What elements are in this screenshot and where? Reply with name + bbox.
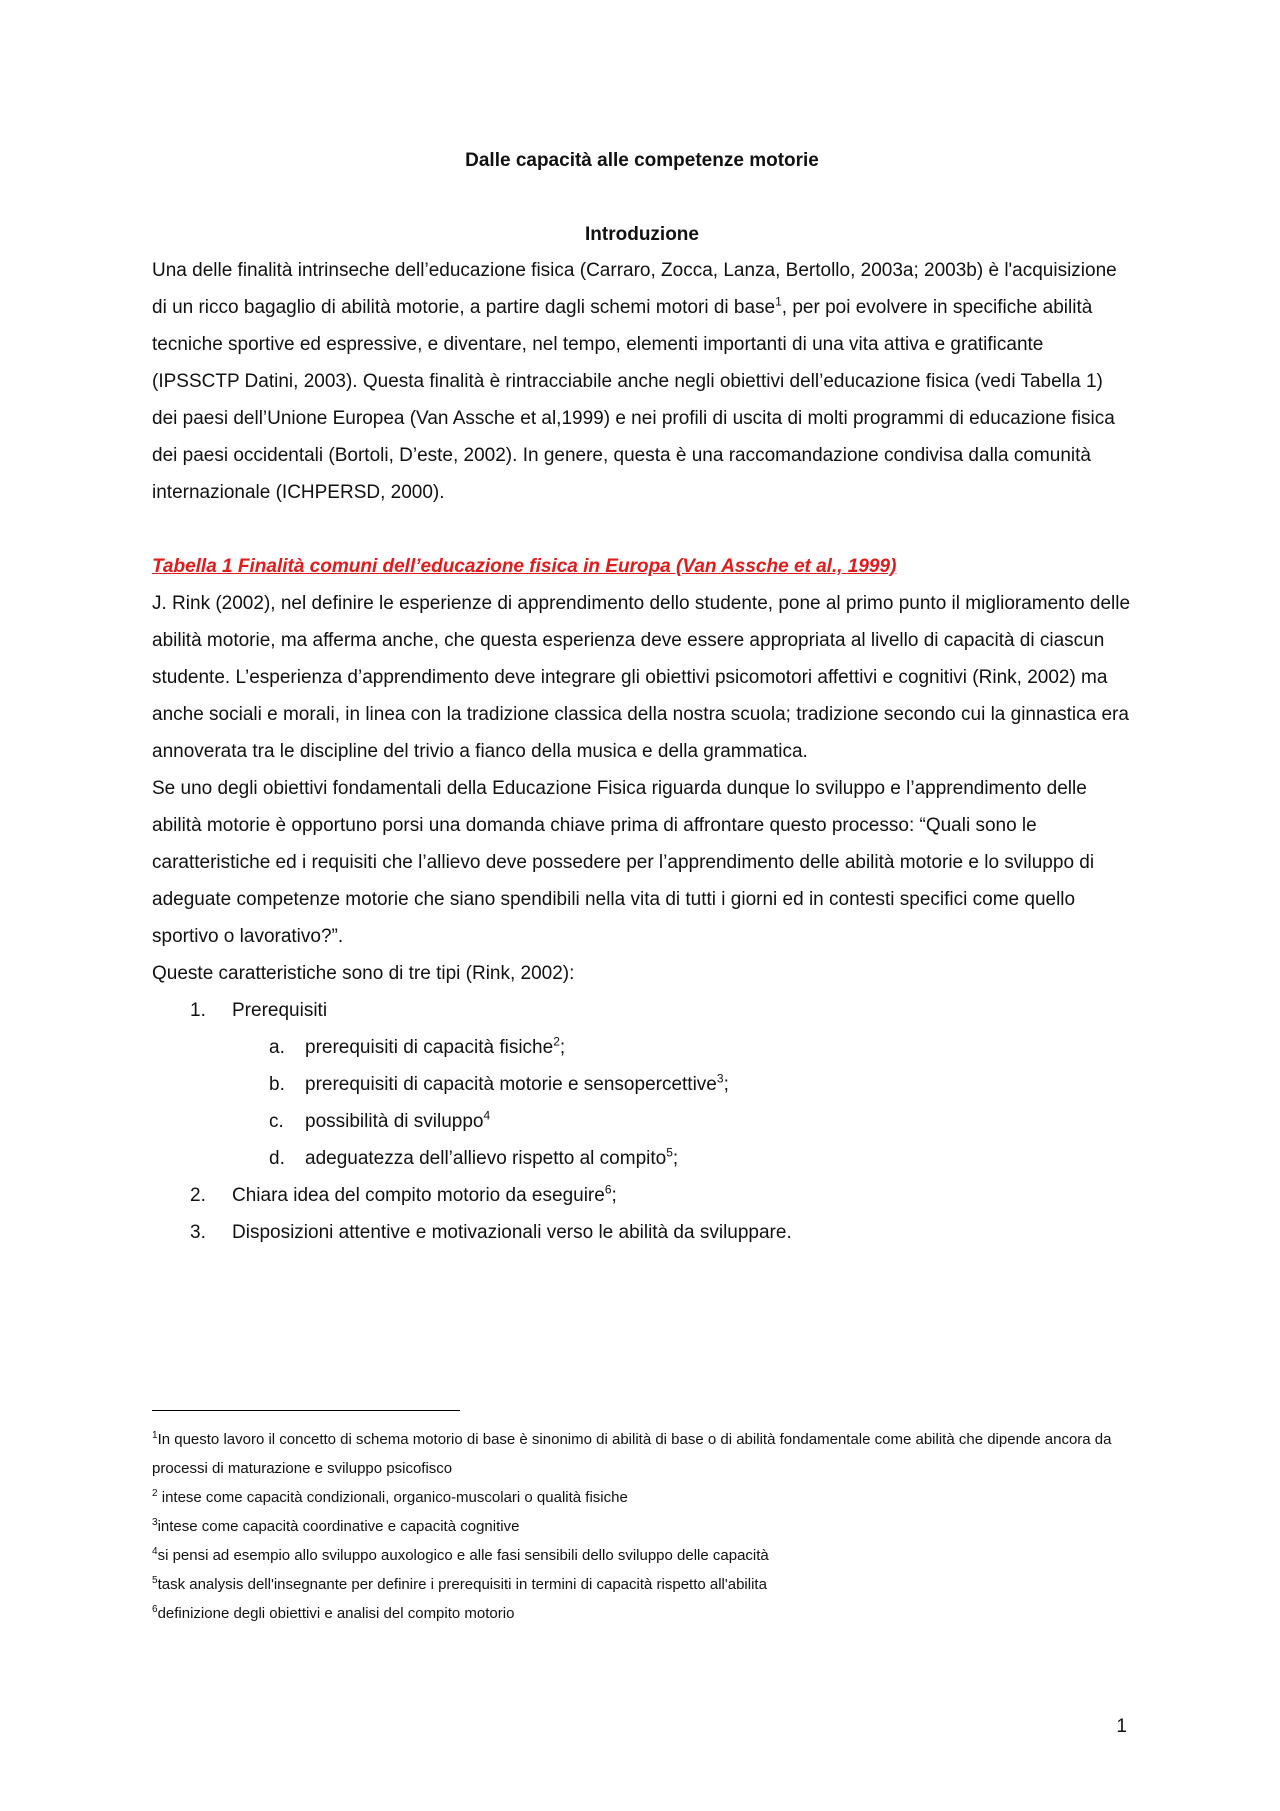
footnote-text: In questo lavoro il concetto di schema motorio di base è sinonimo di abilità di base o di abilità fondamentale come abilità che dipende ancora da processi di maturazione e sviluppo psicofisco (152, 1431, 1112, 1477)
list-number: 1. (190, 1000, 206, 1021)
paragraph-question: Se uno degli obiettivi fondamentali della Educazione Fisica riguarda dunque lo sviluppo e l’apprendimento delle abilità motorie è opportuno porsi una domanda chiave prima di affrontare questo processo: “Quali sono le caratteristiche ed i requisiti che l’allievo deve possedere per l’apprendimento delle abilità motorie e lo sviluppo di adeguate competenze motorie che siano spendibili nella vita di tutti i giorni ed in contesti specifici come quello sportivo o lavorativo?”. (152, 778, 1095, 947)
footnote-ref-2[interactable]: 2 (553, 1034, 560, 1049)
footnotes (152, 1425, 1134, 1628)
footnote-ref-1[interactable]: 1 (775, 294, 782, 309)
table-caption-link[interactable]: Tabella 1 Finalità comuni dell’educazione fisica in Europa (Van Assche et al., 1999) (152, 556, 897, 577)
paragraph-intro (152, 252, 1132, 511)
section-heading: Introduzione (585, 224, 699, 245)
sublist-item (152, 1140, 1132, 1177)
footnote (152, 1599, 1134, 1628)
list-item-text: Disposizioni attentive e motivazionali verso le abilità da sviluppare. (232, 1222, 792, 1243)
punctuation: ; (723, 1074, 729, 1095)
paragraph-intro-part1: Una delle finalità intrinseche dell’educazione fisica (Carraro, Zocca, Lanza, Bertollo, 2003a; 2003b) è l'acquisizione di un ricco bagaglio di abilità motorie, a partire dagli schemi motori di base (152, 260, 1117, 318)
document-body (152, 149, 1132, 1251)
sublist-item (152, 1103, 1132, 1140)
list-item (152, 992, 1132, 1177)
sublist-letter: b. (269, 1074, 285, 1095)
sublist-item-text: prerequisiti di capacità motorie e sensopercettive (305, 1074, 717, 1095)
sublist-letter: d. (269, 1148, 285, 1169)
footnote-ref-3[interactable]: 3 (716, 1071, 724, 1086)
footnote-number: 3 (152, 1517, 158, 1528)
footnote-number: 1 (152, 1430, 158, 1441)
list-item-text: Prerequisiti (232, 1000, 328, 1021)
punctuation: ; (611, 1185, 617, 1206)
footnote (152, 1570, 1134, 1599)
footnote-text: intese come capacità condizionali, organico-muscolari o qualità fisiche (157, 1489, 628, 1506)
footnote-separator (152, 1410, 460, 1411)
footnote (152, 1483, 1134, 1512)
punctuation: ; (672, 1148, 679, 1169)
paragraph-rink: J. Rink (2002), nel definire le esperienze di apprendimento dello studente, pone al primo punto il miglioramento delle abilità motorie, ma afferma anche, che questa esperienza deve essere appropriata al livello di capacità di ciascun studente. L’esperienza d’apprendimento deve integrare gli obiettivi psicomotori affettivi e cognitivi (Rink, 2002) ma anche sociali e morali, in linea con la tradizione classica della nostra scuola; tradizione secondo cui la ginnastica era annoverata tra le discipline del trivio a fianco della musica e della grammatica. (152, 593, 1131, 762)
list-item (152, 1214, 1132, 1251)
paragraph-intro-part2: , per poi evolvere in specifiche abilità tecniche sportive ed espressive, e diventare, nel tempo, elementi importanti di una vita attiva e gratificante (IPSSCTP Datini, 2003). Questa finalità è rintracciabile anche negli obiettivi dell’educazione fisica (vedi Tabella 1) dei paesi dell’Unione Europea (Van Assche et al,1999) e nei profili di uscita di molti programmi di educazione fisica dei paesi occidentali (Bortoli, D’este, 2002). In genere, questa è una raccomandazione condivisa dalla comunità internazionale (ICHPERSD, 2000). (152, 297, 1115, 503)
footnote (152, 1512, 1134, 1541)
requirements-list (152, 992, 1132, 1251)
prerequisites-sublist (232, 1029, 1132, 1177)
footnote-text: si pensi ad esempio allo sviluppo auxologico e alle fasi sensibili dello sviluppo delle capacità (157, 1547, 769, 1564)
sublist-letter: a. (269, 1037, 285, 1058)
page-number: 1 (1116, 1716, 1127, 1737)
footnote-number: 2 (152, 1488, 158, 1499)
sublist-item-text: adeguatezza dell’allievo rispetto al compito (305, 1148, 667, 1169)
list-number: 2. (190, 1185, 206, 1206)
footnote-text: task analysis dell'insegnante per definire i prerequisiti in termini di capacità rispetto all'abilita (157, 1576, 767, 1593)
footnote-text: definizione degli obiettivi e analisi del compito motorio (157, 1605, 515, 1622)
sublist-item (152, 1066, 1132, 1103)
footnote-ref-5[interactable]: 5 (666, 1145, 673, 1160)
sublist-item (152, 1029, 1132, 1066)
list-item-text: Chiara idea del compito motorio da eseguire (232, 1185, 605, 1206)
sublist-letter: c. (269, 1111, 284, 1132)
document-title: Dalle capacità alle competenze motorie (465, 150, 819, 171)
footnote-number: 5 (152, 1575, 158, 1586)
sublist-item-text: prerequisiti di capacità fisiche (305, 1037, 554, 1058)
sublist-item-text: possibilità di sviluppo (305, 1111, 484, 1132)
footnote-number: 4 (152, 1546, 158, 1557)
footnote-text: intese come capacità coordinative e capacità cognitive (157, 1518, 520, 1535)
paragraph-types: Queste caratteristiche sono di tre tipi (Rink, 2002): (152, 963, 575, 984)
list-number: 3. (190, 1222, 206, 1243)
punctuation: ; (559, 1037, 566, 1058)
footnote-number: 6 (152, 1604, 158, 1615)
footnote (152, 1425, 1134, 1483)
list-item (152, 1177, 1132, 1214)
footnote (152, 1541, 1134, 1570)
footnote-ref-4[interactable]: 4 (483, 1108, 491, 1123)
footnote-ref-6[interactable]: 6 (604, 1182, 612, 1197)
